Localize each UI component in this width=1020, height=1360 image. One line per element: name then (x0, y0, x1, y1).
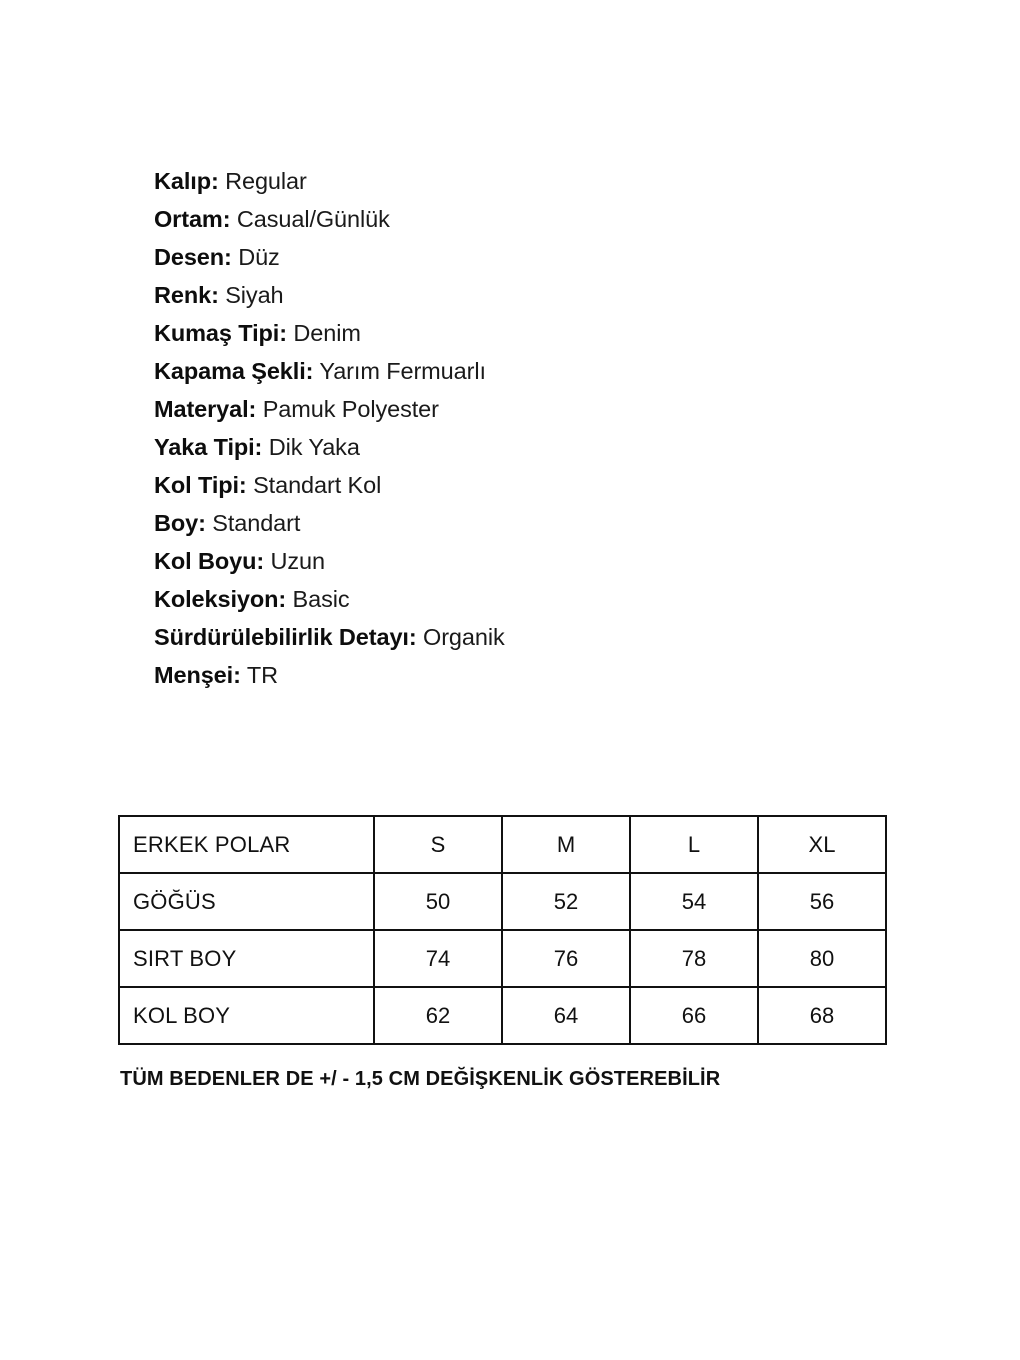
spec-value: Siyah (225, 282, 284, 308)
spec-label: Sürdürülebilirlik Detayı: (154, 624, 417, 650)
table-cell: 62 (374, 987, 502, 1044)
size-chart (118, 815, 885, 1045)
spec-value: Uzun (270, 548, 325, 574)
spec-value: Casual/Günlük (236, 206, 390, 232)
table-row-label: KOL BOY (119, 987, 374, 1044)
spec-value: Standart Kol (253, 472, 382, 498)
spec-value: Denim (293, 320, 361, 346)
size-chart-table (118, 815, 887, 1045)
product-spec-list (154, 162, 874, 694)
size-chart-tolerance-note: TÜM BEDENLER DE +/ - 1,5 CM DEĞİŞKENLİK GÖSTEREBİLİR (120, 1068, 721, 1090)
table-cell: 76 (502, 930, 630, 987)
spec-label: Renk: (154, 282, 219, 308)
spec-label: Yaka Tipi: (154, 434, 263, 460)
table-cell: 66 (630, 987, 758, 1044)
spec-row (154, 276, 874, 314)
spec-value: Dik Yaka (268, 434, 360, 460)
table-row (119, 873, 886, 930)
spec-label: Boy: (154, 510, 206, 536)
spec-label: Menşei: (154, 662, 241, 688)
table-header-cell-size-l: L (630, 816, 758, 873)
spec-row (154, 200, 874, 238)
spec-label: Materyal: (154, 396, 257, 422)
spec-label: Desen: (154, 244, 232, 270)
spec-row (154, 618, 874, 656)
spec-label: Kol Tipi: (154, 472, 247, 498)
table-cell: 50 (374, 873, 502, 930)
spec-value: Standart (212, 510, 301, 536)
table-header-cell-size-xl: XL (758, 816, 886, 873)
spec-value: TR (246, 662, 278, 688)
spec-label: Kumaş Tipi: (154, 320, 287, 346)
table-header-cell-size-s: S (374, 816, 502, 873)
spec-row (154, 504, 874, 542)
spec-label: Kapama Şekli: (154, 358, 314, 384)
spec-label: Kalıp: (154, 168, 219, 194)
table-cell: 80 (758, 930, 886, 987)
table-cell: 78 (630, 930, 758, 987)
table-row-label: SIRT BOY (119, 930, 374, 987)
table-cell: 68 (758, 987, 886, 1044)
table-row (119, 930, 886, 987)
spec-row (154, 352, 874, 390)
table-cell: 74 (374, 930, 502, 987)
spec-label: Kol Boyu: (154, 548, 265, 574)
spec-value: Regular (225, 168, 307, 194)
table-cell: 56 (758, 873, 886, 930)
spec-row (154, 162, 874, 200)
table-row (119, 987, 886, 1044)
spec-row (154, 390, 874, 428)
spec-value: Yarım Fermuarlı (319, 358, 486, 384)
spec-value: Pamuk Polyester (262, 396, 439, 422)
table-row-label: GÖĞÜS (119, 873, 374, 930)
spec-label: Ortam: (154, 206, 231, 232)
table-cell: 54 (630, 873, 758, 930)
table-header-cell-product: ERKEK POLAR (119, 816, 374, 873)
table-header-cell-size-m: M (502, 816, 630, 873)
table-cell: 52 (502, 873, 630, 930)
table-cell: 64 (502, 987, 630, 1044)
spec-value: Düz (238, 244, 280, 270)
spec-row (154, 314, 874, 352)
spec-row (154, 428, 874, 466)
spec-label: Koleksiyon: (154, 586, 287, 612)
spec-value: Basic (292, 586, 350, 612)
spec-value: Organik (423, 624, 505, 650)
spec-row (154, 656, 874, 694)
spec-row (154, 466, 874, 504)
table-header-row (119, 816, 886, 873)
spec-row (154, 580, 874, 618)
spec-row (154, 542, 874, 580)
spec-row (154, 238, 874, 276)
